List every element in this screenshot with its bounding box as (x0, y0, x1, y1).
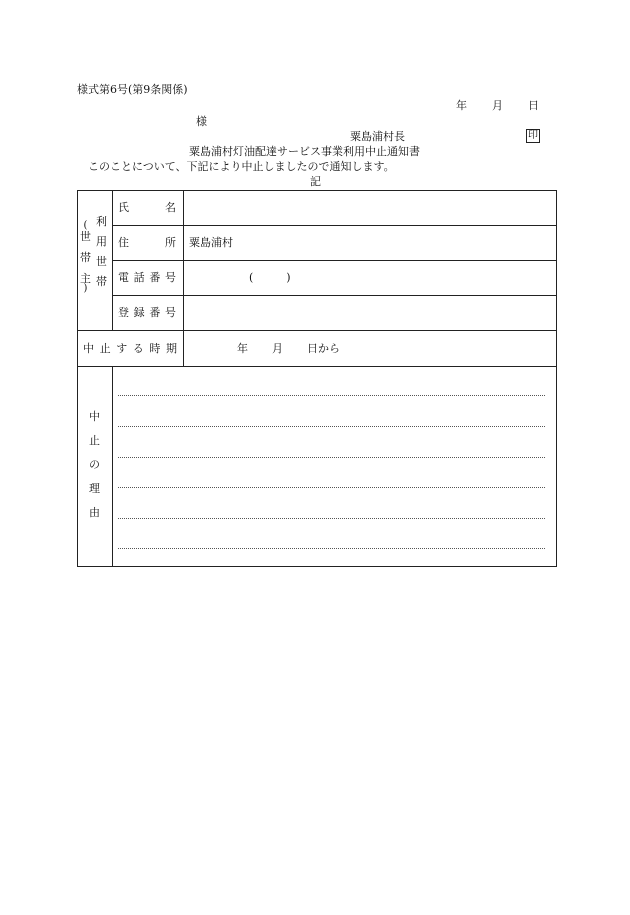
date-day: 日 (528, 99, 539, 112)
reason-line-1[interactable] (118, 395, 545, 396)
reason-line-3[interactable] (118, 457, 545, 458)
name-label: 氏 名 (118, 201, 176, 214)
period-day-from: 日から (307, 342, 340, 355)
phone-value: ( ) (249, 271, 291, 284)
period-label: 中 止 す る 時 期 (83, 342, 177, 355)
date-month: 月 (492, 99, 503, 112)
date-year: 年 (456, 99, 467, 112)
group-label-b: ( 世 帯 主 ) (80, 220, 91, 294)
phone-label: 電 話 番 号 (118, 271, 176, 284)
form-number: 様式第6号(第9条関係) (77, 83, 188, 96)
intro-text: このことについて、下記により中止しましたので通知します。 (88, 160, 395, 173)
reason-line-6[interactable] (118, 548, 545, 549)
doc-title: 粟島浦村灯油配達サービス事業利用中止通知書 (189, 145, 420, 158)
address-value: 粟島浦村 (189, 236, 233, 249)
reg-label: 登 録 番 号 (118, 306, 176, 319)
issuer: 粟島浦村長 (350, 130, 405, 143)
reason-line-5[interactable] (118, 518, 545, 519)
reason-line-2[interactable] (118, 426, 545, 427)
period-year: 年 (237, 342, 248, 355)
group-label-a: 利 用 世 帯 (96, 215, 107, 288)
reason-label: 中 止 の 理 由 (89, 410, 100, 519)
seal: 印 (528, 130, 538, 141)
reason-line-4[interactable] (118, 487, 545, 488)
address-label: 住 所 (118, 236, 176, 249)
addressee-suffix: 様 (196, 115, 207, 128)
ki-label: 記 (310, 175, 321, 188)
period-month: 月 (272, 342, 283, 355)
